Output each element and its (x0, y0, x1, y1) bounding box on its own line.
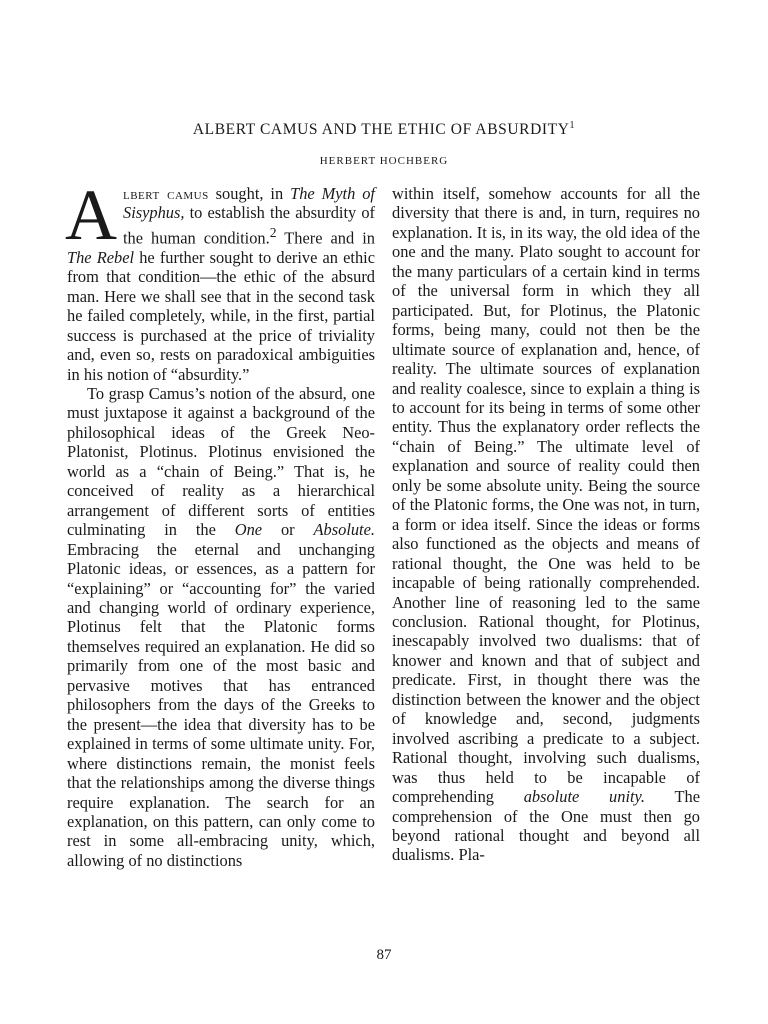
book-title-the-rebel: The Rebel (67, 247, 135, 267)
text-run: sought, in (208, 184, 291, 203)
article-title-text: ALBERT CAMUS AND THE ETHIC OF ABSURDITY (192, 121, 570, 139)
article-author: HERBERT HOCHBERG (319, 155, 449, 167)
text-run: he further sought to derive an ethic from that condition—the ethic of the absurd man. Here we shall see that in the second task he failed completely, while, in the first, partial success is purchased at the price of triviality and, even so, rests on paradoxical ambiguities in his notion of “absurdity.” (67, 247, 375, 384)
title-footnote-marker: 1 (569, 120, 576, 131)
paragraph-continued (392, 184, 700, 865)
page-number: 87 (376, 947, 392, 963)
text-run: There and in (276, 228, 375, 248)
right-column (392, 184, 700, 865)
text-run: The comprehension of the One must then go beyond rational thought and beyond all dualisms. Pla- (392, 787, 700, 865)
article-title (0, 120, 768, 139)
footnote-marker: 2 (269, 224, 277, 240)
book-title-myth-of-sisyphus: The Myth of Sisyphus, (123, 184, 375, 223)
small-caps-opening: lbert camus (123, 184, 209, 203)
emphasis-absolute: Absolute. (313, 520, 375, 540)
left-column (65, 175, 375, 870)
emphasis-one: One (234, 520, 263, 540)
text-run: or (262, 520, 314, 540)
text-run: to establish the absurdity of the human condition. (123, 203, 375, 248)
text-run: Embracing the eternal and unchanging Platonic ideas, or essences, as a pattern for “explaining” or “accounting for” the varied and changing world of ordinary experience, Plotinus felt that the Platonic forms themselves required an explanation. He did so primarily from one of the most basic and pervasive motives that has entranced philosophers from the days of the Greeks to the present—the idea that diversity has to be explained in terms of some ultimate unity. For, where distinctions remain, the monist feels that the relationships among the diverse things require explanation. The search for an explanation, on this pattern, can only come to rest in some all-embracing unity, which, allowing of no distinctions (67, 539, 375, 870)
text-run: within itself, somehow accounts for all the diversity that there is and, in turn, requires no explanation. It is, in its way, the old idea of the one and the many. Plato sought to account for the many particulars of a certain kind in terms of the universal form in which they all participated. But, for Plotinus, the Platonic forms, being many, could not then be the ultimate source of explanation and, hence, of reality. The ultimate sources of explanation and reality coalesce, since to explain a thing is to account for its being in terms of some other entity. Thus the explanatory order reflects the “chain of Being.” The ultimate level of explanation and source of reality could then only be some absolute unity. Being the source of the Platonic forms, the One was not, in turn, a form or idea itself. Since the ideas or forms also functioned as the objects and means of rational thought, the One was held to be incapable of being rationally comprehended. Another line of reasoning led to the same conclusion. Rational thought, for Plotinus, inescapably involved two dualisms: that of knower and known and that of subject and predicate. First, in thought there was the distinction between the knower and the object of knowledge and, second, judgments involved ascribing a predicate to a subject. Rational thought, involving such dualisms, was thus held to be incapable of comprehending (392, 184, 700, 807)
paragraph-intro (65, 175, 375, 384)
emphasis-absolute-unity: absolute unity. (523, 787, 646, 807)
text-run: To grasp Camus’s notion of the absurd, one must juxtapose it against a background of the philosophical ideas of the Greek Neo-Platonist, Plotinus. Plotinus envisioned the world as a “chain of Being.” That is, he conceived of reality as a hierarchical arrangement of different sorts of entities culminating in the (67, 384, 375, 540)
drop-cap: A (65, 175, 117, 255)
paragraph-plotinus (67, 384, 375, 870)
